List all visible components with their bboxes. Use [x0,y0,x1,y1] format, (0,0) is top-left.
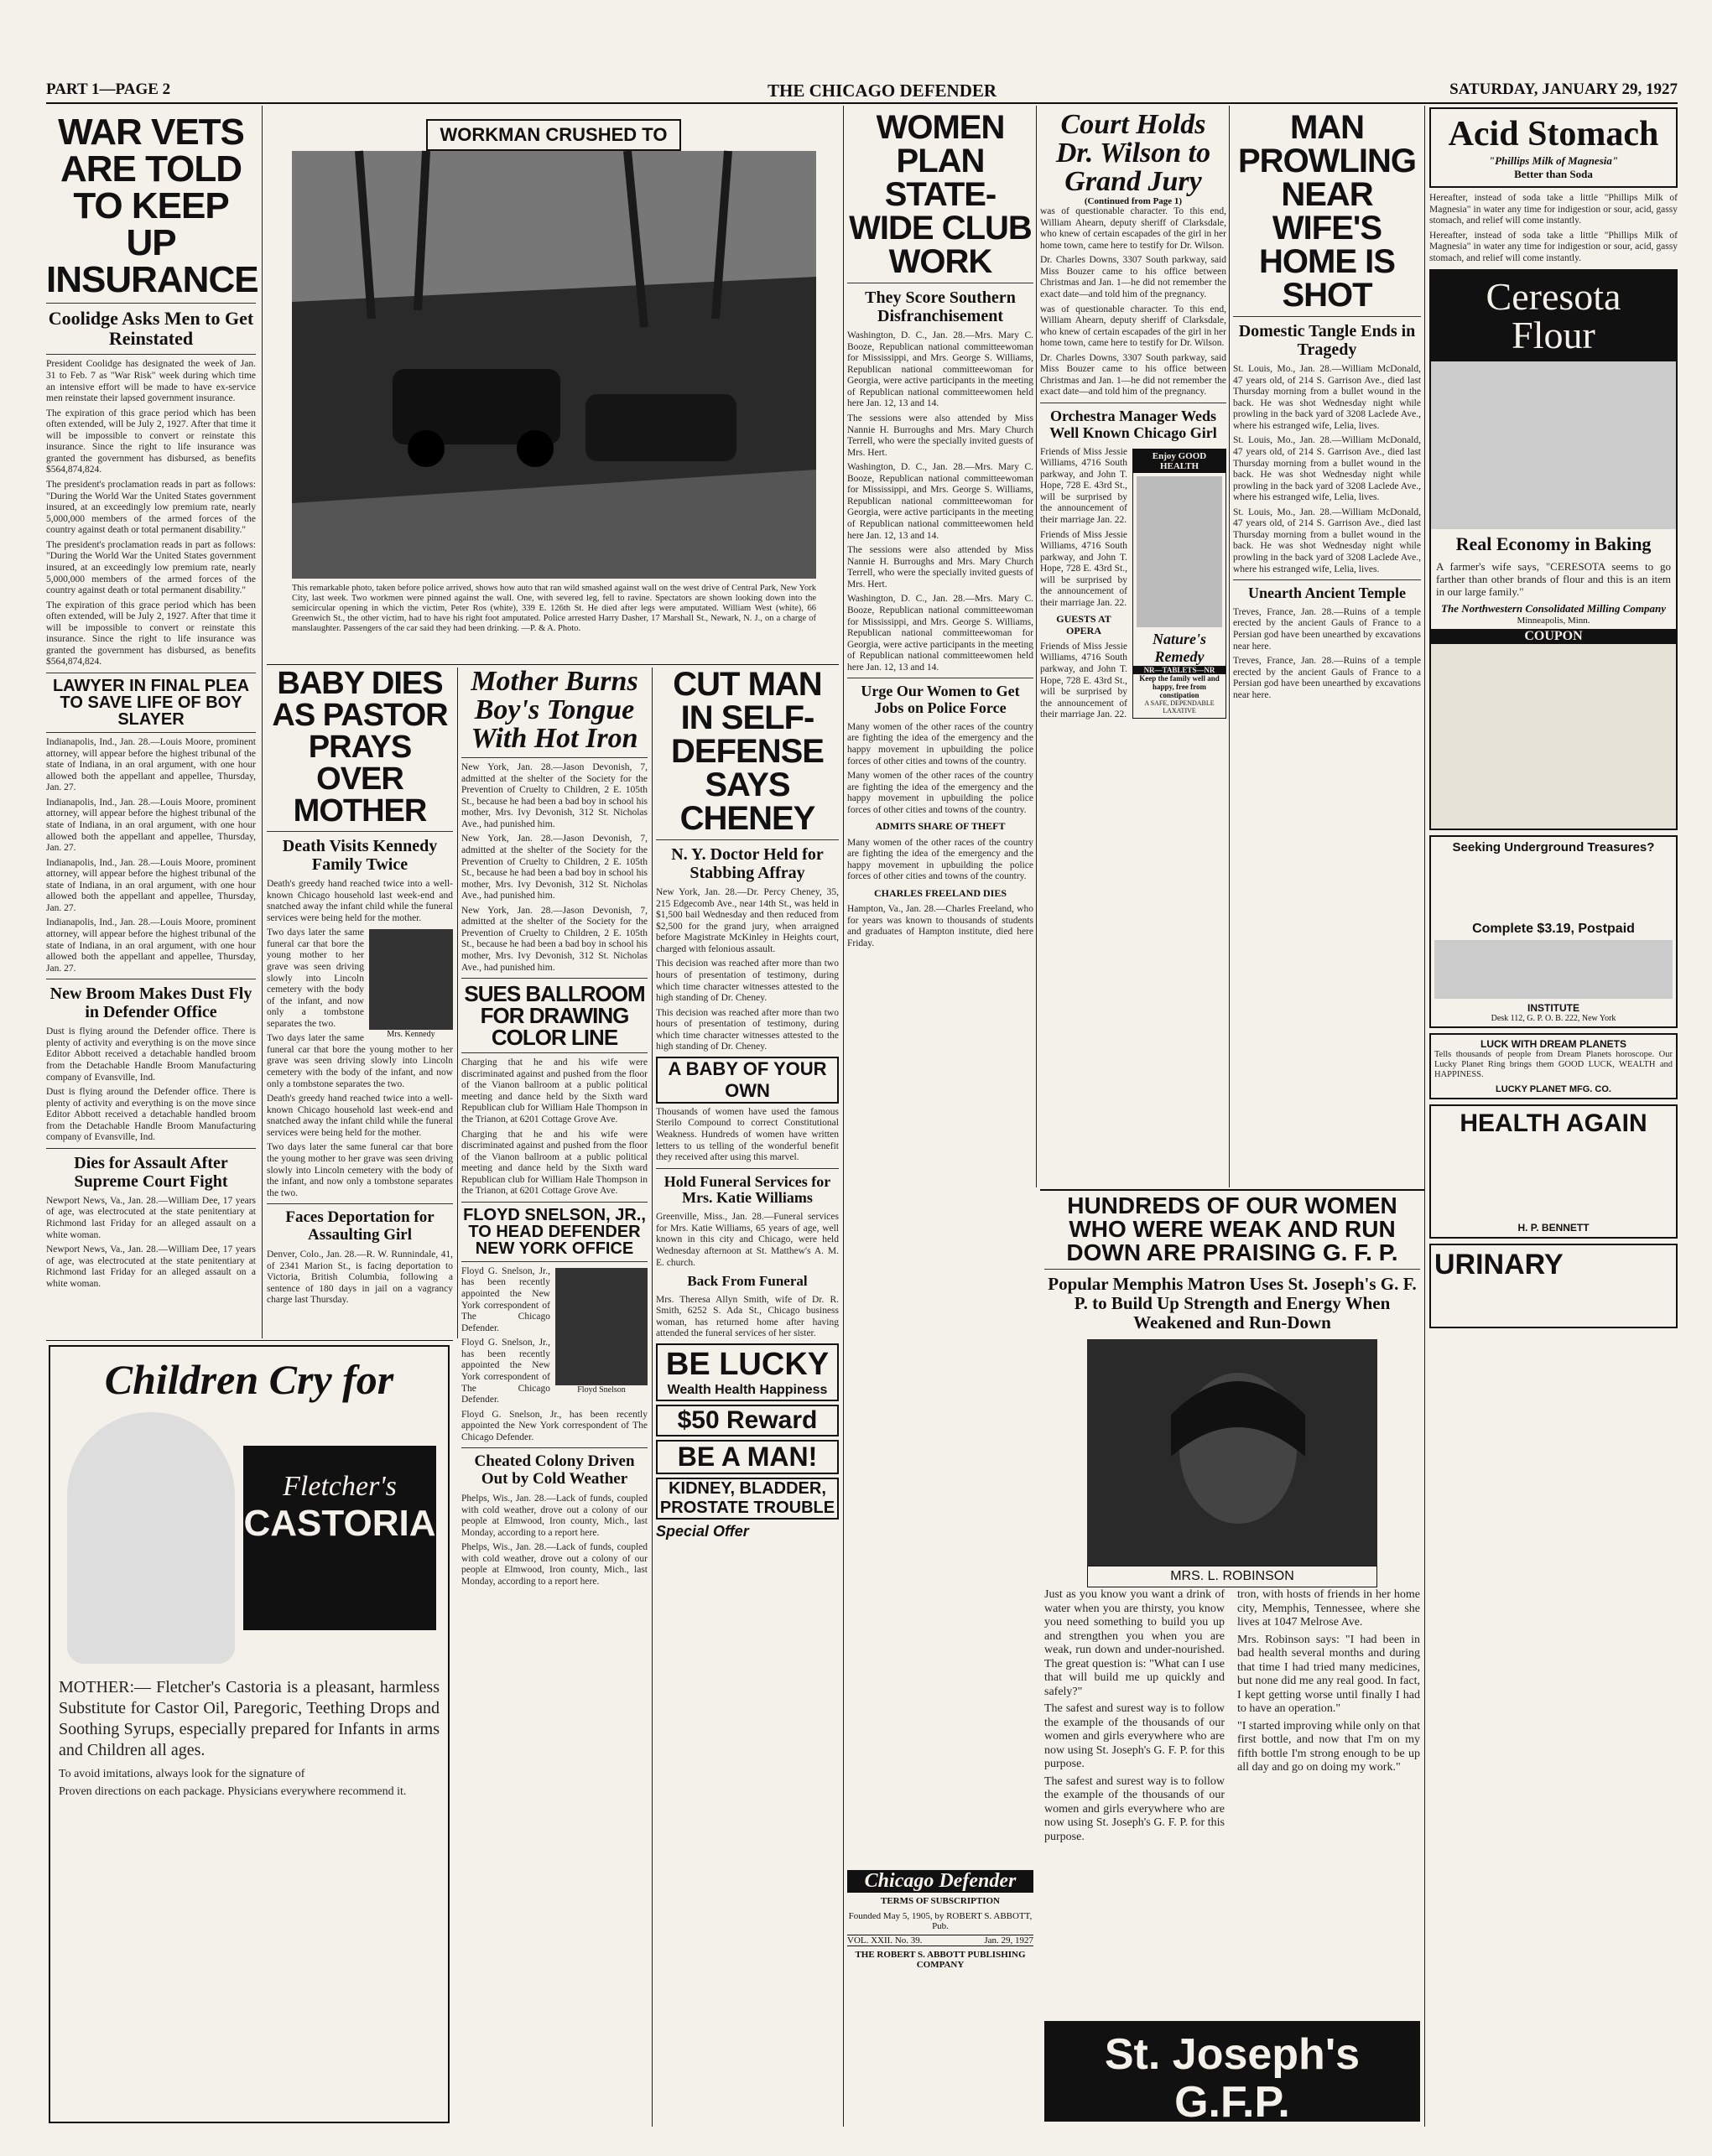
gfp-logo: St. Joseph's G.F.P. Used by women for over 50 years [1044,2021,1420,2122]
ad-text: The safest and surest way is to follow the example of the thousands of our women and girls everywhere who are now using St. Joseph's G. F. P. for this purpose. [1044,1702,1225,1771]
article-text: Washington, D. C., Jan. 28.—Mrs. Mary C. Booze, Republican national committeewoman for Mississippi, and Mrs. George S. Williams, Republican national committeewoman for Georgia, were active participants in the meeting of Republican national committeewomen held here Jan. 12, 13 and 14. [847,330,1033,409]
ad-urinary: URINARY [1429,1244,1678,1328]
headline-funeral-williams: Hold Funeral Services for Mrs. Katie Williams [663,1172,831,1207]
headline-freeland-dies: CHARLES FREELAND DIES [873,886,1007,899]
article-text: Washington, D. C., Jan. 28.—Mrs. Mary C. Booze, Republican national committeewoman for Mississippi, and Mrs. George S. Williams, Republican national committeewoman for Georgia, were active participants in the meeting of Republican national committeewomen held here Jan. 12, 13 and 14. [847,462,1033,541]
column-rule [1229,106,1230,1187]
headline-women-plan: WOMEN PLAN STATE-WIDE CLUB WORK [849,109,1032,280]
kennedy-portrait: Mrs. Kennedy [369,929,453,1039]
masthead [46,81,1678,101]
headline-ancient-temple: Unearth Ancient Temple [1247,584,1406,602]
ad-text: Mrs. Robinson says: "I had been in bad health several months and during that time I had tried many medicines, but none did me any real good. In fact, I kept getting worse until finally I had to have an operation." [1237,1633,1420,1716]
headline-police-force: Urge Our Women to Get Jobs on Police Force [861,683,1020,717]
article-text: Friends of Miss Jessie Williams, 4716 South parkway, and John T. Hope, 728 E. 43rd St., will be surprised by the announcement of their marriage Jan. 22. [1040,529,1127,608]
article-text: Charging that he and his wife were discriminated against and pushed from the floor of the Vianon ballroom at a public political meeting and dance held by the Sixth ward Republican club for William Hale Thompson in the Trianon, at 6201 Cottage Grove Ave. [461,1129,648,1197]
article-text: Treves, France, Jan. 28.—Ruins of a temple erected by the ancient Gauls of France to a Persian god have been unearthed by excavations near here. [1233,606,1421,652]
headline-admits-theft: ADMITS SHARE OF THEFT [875,820,1006,833]
column-rule [1424,106,1425,2127]
ad-treasures: Seeking Underground Treasures? Complete $3.19, Postpaid INSTITUTE Desk 112, G. P. O. B. 222, New York [1429,835,1678,1028]
article-text: Dr. Charles Downs, 3307 South parkway, said Miss Bouzer came to his office between Christmas and Jan. 1—he did not remember the exact date—and told him of the pregnancy. [1040,255,1226,299]
headline-snelson: FLOYD SNELSON, JR., TO HEAD DEFENDER NEW YORK OFFICE [463,1205,646,1258]
article-text: Indianapolis, Ind., Jan. 28.—Louis Moore, prominent attorney, will appear before the highest tribunal of the state of Indiana, in an oral argument, with one hour allowed both the appellant and appellee, Thursday, Jan. 27. [46,737,256,793]
article-text: Phelps, Wis., Jan. 28.—Lack of funds, coupled with cold weather, drove out a colony of our people at Elmwood, Iron county, Mich., last Monday, according to a report here. [461,1494,648,1538]
ad-be-lucky-sub: Wealth Health Happiness [667,1383,828,1398]
article-text: Friends of Miss Jessie Williams, 4716 South parkway, and John T. Hope, 728 E. 43rd St., will be surprised by the announcement of their marriage Jan. 22. [1040,446,1127,525]
headline-guests-opera: GUESTS AT OPERA [1056,613,1111,636]
article-text: Phelps, Wis., Jan. 28.—Lack of funds, coupled with cold weather, drove out a colony of our people at Elmwood, Iron county, Mich., last Monday, according to a report here. [461,1542,648,1587]
snelson-portrait: Floyd Snelson [555,1268,648,1395]
ad-text: Hereafter, instead of soda take a little "Phillips Milk of Magnesia" in water any time for indigestion or sour, acid, gassy stomach, and relief will come instantly. [1429,193,1678,226]
article-text: The sessions were also attended by Miss Nannie H. Burroughs and Mrs. Mary Church Terrell, who were the specially invited guests of Mrs. Hert. [847,413,1033,458]
article-text: This decision was reached after more than two hours of presentation of testimony, during which time character witnesses attested to the high standing of Dr. Cheney. [656,959,839,1004]
page-label: PART 1—PAGE 2 [46,81,171,98]
article-text: The expiration of this grace period which has been often extended, will be July 2, 1927. After that time it will be impossible to convert or reinstate this insurance. Since the right to life insurance was granted the government has disbursed, as benefits $564,874,824. [46,600,256,668]
article-text: New York, Jan. 28.—Jason Devonish, 7, admitted at the shelter of the Society for the Prevention of Cruelty to Children, 2 E. 105th St., because he had been a bad boy in school his mother, Mrs. Ivy Devonish, 312 St. Nicholas Ave., had punished him. [461,762,648,829]
article-text: Newport News, Va., Jan. 28.—William Dee, 17 years of age, was electrocuted at the state penitentiary at Richmond last Friday for an alleged assault on a white woman. [46,1244,256,1289]
column-5 [847,107,1033,1187]
article-text: Charging that he and his wife were discriminated against and pushed from the floor of the Vianon ballroom at a public political meeting and dance held by the Sixth ward Republican club for William Hale Thompson in the Trianon, at 6201 Cottage Grove Ave. [461,1057,648,1125]
article-text: Washington, D. C., Jan. 28.—Mrs. Mary C. Booze, Republican national committeewoman for Mississippi, and Mrs. George S. Williams, Republican national committeewoman for Georgia, were active participants in the meeting of Republican national committeewomen held here Jan. 12, 13 and 14. [847,594,1033,673]
column-rule [843,106,844,2127]
article-text: St. Louis, Mo., Jan. 28.—William McDonald, 47 years old, of 214 S. Garrison Ave., died last Thursday morning from a bullet wound in the back. He was shot Wednesday night while prowling in the back yard of 3208 Laclede Ave., where his estranged wife, Lelia, lives. [1233,364,1421,431]
ad-castoria: Children Cry for Fletcher's CASTORIA MOTHER:— Fletcher's Castoria is a pleasant, harmless Substitute for Castor Oil, Paregoric, Teething Drops and Soothing Syrups, especially prepared for Infants in arms and Children all ages. To avoid imitations, always look for the signature of Proven directions on each package. Physicians everywhere recommend it. [49,1345,450,2123]
ad-ceresota: Ceresota Flour Real Economy in Baking A farmer's wife says, "CERESOTA seems to go farther than other brands of flour and this is an item in our large family." The Northwestern Consolidated Milling Company Minneapolis, Minn. COUPON [1429,269,1678,829]
headline-baby-dies: BABY DIES AS PASTOR PRAYS OVER MOTHER [272,666,448,829]
article-text: Death's greedy hand reached twice into a well-known Chicago household last week-end and snatched away the infant child while the funeral services were being held for the mother. [267,879,453,923]
headline-war-vets: WAR VETS ARE TOLD TO KEEP UP INSURANCE [46,112,258,300]
subhead-coolidge: Coolidge Asks Men to Get Reinstated [48,308,254,350]
ad-gfp-headline: HUNDREDS OF OUR WOMEN WHO WERE WEAK AND RUN DOWN ARE PRAISING G. F. P. [1066,1192,1398,1265]
photo-credit: —P. & A. Photo. [521,624,581,634]
ad-special-offer: Special Offer [656,1523,749,1540]
continued-note: (Continued from Page 1) [1084,196,1183,206]
headline-cut-man: CUT MAN IN SELF-DEFENSE SAYS CHENEY [671,666,824,837]
article-text: Floyd G. Snelson, Jr., has been recently appointed the New York correspondent of The Chicago Defender. [461,1338,550,1405]
article-text: This decision was reached after more than two hours of presentation of testimony, during which time character witnesses attested to the high standing of Dr. Cheney. [656,1007,839,1052]
ad-health-again: HEALTH AGAIN H. P. BENNETT [1429,1104,1678,1239]
ad-natures-remedy: Enjoy GOOD HEALTH Nature's Remedy NR—TABLETS—NR Keep the family well and happy, free from constipation A SAFE, DEPENDABLE LAXATIVE [1132,449,1226,719]
article-text: New York, Jan. 28.—Dr. Percy Cheney, 35, 215 Edgecomb Ave., near 14th St., was held in $1,500 bail Wednesday and then reduced from $2,500 for the grand jury, when arraigned before Magistrate McKinley in Heights court, charged with felonious assault. [656,887,839,954]
article-text: St. Louis, Mo., Jan. 28.—William McDonald, 47 years old, of 214 S. Garrison Ave., died last Thursday morning from a bullet wound in the back. He was shot Wednesday night while prowling in the back yard of 3208 Laclede Ave., where his estranged wife, Lelia, lives. [1233,435,1421,503]
headline-court-holds: Court Holds Dr. Wilson to Grand Jury [1055,109,1211,197]
crash-photo-image [292,151,816,579]
article-text: Two days later the same funeral car that bore the young mother to her grave was seen driving slowly into Lincoln cemetery with the body of the infant, and now only a tombstone separates the two. [267,1033,453,1089]
article-text: Dust is flying around the Defender office. There is plenty of activity and everything is on the move since Editor Abbott received a detachable handled broom from the Detachable Handle Broom Manufacturing company of Evansville, Ind. [46,1026,256,1083]
article-text: Two days later the same funeral car that bore the young mother to her grave was seen driving slowly into Lincoln cemetery with the body of the infant, and now only a tombstone separates the two. [267,1142,453,1198]
ad-be-a-man: BE A MAN! [677,1442,818,1473]
headline-dies-assault: Dies for Assault After Supreme Court Fight [74,1153,228,1191]
article-text: New York, Jan. 28.—Jason Devonish, 7, admitted at the shelter of the Society for the Prevention of Cruelty to Children, 2 E. 105th St., because he had been a bad boy in school his mother, Mrs. Ivy Devonish, 312 St. Nicholas Ave., had punished him. [461,834,648,901]
article-text: Indianapolis, Ind., Jan. 28.—Louis Moore, prominent attorney, will appear before the highest tribunal of the state of Indiana, in an oral argument, with one hour allowed both the appellant and appellee, Thursday, Jan. 27. [46,857,256,913]
column-7 [1233,107,1421,1187]
ad-be-lucky: BE LUCKY [665,1347,830,1383]
subhead-cheney: N. Y. Doctor Held for Stabbing Affray [671,845,824,882]
subhead-kennedy: Death Visits Kennedy Family Twice [282,837,438,874]
article-text: Indianapolis, Ind., Jan. 28.—Louis Moore, prominent attorney, will appear before the highest tribunal of the state of Indiana, in an oral argument, with one hour allowed both the appellant and appellee, Thursday, Jan. 27. [46,917,256,974]
column-rule [1036,106,1037,1187]
column-1 [46,107,256,1340]
photo-banner: WORKMAN CRUSHED TO [440,124,668,145]
robinson-portrait: MRS. L. ROBINSON [1087,1339,1377,1587]
headline-deportation: Faces Deportation for Assaulting Girl [285,1208,435,1244]
article-text: Floyd G. Snelson, Jr., has been recently appointed the New York correspondent of The Chicago Defender. [461,1265,550,1333]
headline-man-prowling: MAN PROWLING NEAR WIFE'S HOME IS SHOT [1238,109,1416,314]
paper-name: THE CHICAGO DEFENDER [768,81,997,101]
article-text: Newport News, Va., Jan. 28.—William Dee, 17 years of age, was electrocuted at the state penitentiary at Richmond last Friday for an alleged assault on a white woman. [46,1195,256,1240]
headline-orchestra: Orchestra Manager Weds Well Known Chicago Girl [1049,408,1217,441]
column-2 [267,668,453,1338]
ad-text: The safest and surest way is to follow the example of the thousands of our women and girls everywhere who are now using St. Joseph's G. F. P. for this purpose. [1044,1774,1225,1843]
article-text: Death's greedy hand reached twice into a well-known Chicago household last week-end and snatched away the infant child while the funeral services were being held for the mother. [267,1094,453,1138]
article-text: was of questionable character. To this end, William Ahearn, deputy sheriff of Clarksdale, who knew of certain escapades of the girl in her home town, came here to testify for Dr. Wilson. [1040,304,1226,349]
issue-date: SATURDAY, JANUARY 29, 1927 [1449,81,1678,98]
subhead-domestic: Domestic Tangle Ends in Tragedy [1238,322,1416,359]
article-text: President Coolidge has designated the week of Jan. 31 to Feb. 7 as "War Risk" week during which time an intensive effort will be made to have ex-service men reinstate their lapsed government insurance. [46,359,256,404]
article-text: Greenville, Miss., Jan. 28.—Funeral services for Mrs. Katie Williams, 65 years of age, well known in this city and Chicago, were held Wednesday afternoon at St. Matthew's A. M. E. church. [656,1212,839,1268]
photo-feature [267,107,839,661]
article-text: St. Louis, Mo., Jan. 28.—William McDonald, 47 years old, of 214 S. Garrison Ave., died last Thursday morning from a bullet wound in the back. He was shot Wednesday night while prowling in the back yard of 3208 Laclede Ave., where his estranged wife, Lelia, lives. [1233,507,1421,574]
article-text: The sessions were also attended by Miss Nannie H. Burroughs and Mrs. Mary Church Terrell, who were the specially invited guests of Mrs. Hert. [847,545,1033,590]
ad-kidney: KIDNEY, BLADDER, PROSTATE TROUBLE [659,1479,835,1518]
masthead-rule [46,102,1678,104]
article-text: Two days later the same funeral car that bore the young mother to her grave was seen driving slowly into Lincoln cemetery with the body of the infant, and now only a tombstone separates the two. [267,927,364,1029]
column-6 [1040,107,1226,1187]
ad-baby-own: A BABY OF YOUR OWN [668,1057,827,1101]
subhead-disfranchisement: They Score Southern Disfranchisement [865,288,1016,325]
article-text: Dust is flying around the Defender office. There is plenty of activity and everything is on the move since Editor Abbott received a detachable handled broom from the Detachable Handle Broom Manufacturing company of Evansville, Ind. [46,1087,256,1143]
headline-cheated-colony: Cheated Colony Driven Out by Cold Weather [474,1452,635,1488]
article-text: The president's proclamation reads in part as follows: "During the World War the United States government insured, at an exceedingly low premium rate, nearly 5,000,000 members of the armed forces of the country against death or total permanent disability." [46,539,256,596]
ad-lucky-planet: LUCK WITH DREAM PLANETS Tells thousands of people from Dream Planets horoscope. Our Lucky Planet Ring brings them GOOD LUCK, WEALTH and HAPPINESS. LUCKY PLANET MFG. CO. [1429,1033,1678,1099]
ad-gfp [1044,1194,1420,2125]
column-rule [262,106,263,1338]
headline-new-broom: New Broom Makes Dust Fly in Defender Office [49,984,252,1022]
ad-gfp-subhead: Popular Memphis Matron Uses St. Joseph's G. F. P. to Build Up Strength and Energy When Weakened and Run-Down [1048,1274,1417,1333]
article-text: Denver, Colo., Jan. 28.—R. W. Runnindale, 41, of 2341 Marion St., is facing deportation to Victoria, British Columbia, following a sentence of 180 days in jail on a vagrancy charge last Thursday. [267,1249,453,1306]
crash-photo [292,151,816,579]
photo-caption: This remarkable photo, taken before police arrived, shows how auto that ran wild smashed against wall on the west drive of Central Park, New York City, last week. Two workmen were pinned against the wall. One, with severed leg, fell to ravine. Spectators are shown looking down into the semicircular opening in which the victim, Peter Ros (white), 339 E. 126th St. He died after legs were amputated. William West (white), 66 Greenwich St., the other victim, had to have his right foot amputated. Police arrested Harry Dasher, 17 Marshall St., Newark, N. J., on a charge of manslaughter. Passengers of the car said they had been drinking. [292,584,816,634]
column-3 [461,668,648,2127]
ad-text: Thousands of women have used the famous Sterilo Compound to correct Constitutional Weakness. Hundreds of women have written letters to us telling of the wonderful benefit they received after using this marvel. [656,1106,839,1163]
headline-sues-ballroom: SUES BALLROOM FOR DRAWING COLOR LINE [464,981,645,1051]
ad-acid-stomach: Acid Stomach "Phillips Milk of Magnesia" Better than Soda [1429,107,1678,188]
article-text: Hampton, Va., Jan. 28.—Charles Freeland, who for years was known to thousands of students and graduates of Hampton institute, died here Friday. [847,904,1033,948]
article-text: Treves, France, Jan. 28.—Ruins of a temple erected by the ancient Gauls of France to a Persian god have been unearthed by excavations near here. [1233,656,1421,700]
article-text: The expiration of this grace period which has been often extended, will be July 2, 1927. After that time it will be impossible to convert or reinstate this insurance. Since the right to life insurance was granted the government has disbursed, as benefits $564,874,824. [46,408,256,475]
publisher-box: Chicago Defender TERMS OF SUBSCRIPTION Founded May 5, 1905, by ROBERT S. ABBOTT, Pub. VOL. XXII. No. 39. Jan. 29, 1927 THE ROBERT S. ABBOTT PUBLISHING COMPANY [847,1870,1033,1970]
column-4 [656,668,839,2127]
ad-text: tron, with hosts of friends in her home city, Memphis, Tennessee, where she lives at 1047 Melrose Ave. [1237,1588,1420,1629]
article-text: Floyd G. Snelson, Jr., has been recently appointed the New York correspondent of The Chicago Defender. [461,1409,648,1442]
article-text: Indianapolis, Ind., Jan. 28.—Louis Moore, prominent attorney, will appear before the highest tribunal of the state of Indiana, in an oral argument, with one hour allowed both the appellant and appellee, Thursday, Jan. 27. [46,797,256,854]
article-text: Many women of the other races of the country are fighting the idea of the emergency and the happy movement in upbuilding the police forces of other cities and towns of the country. [847,837,1033,882]
ad-text: "I started improving while only on that first bottle, and now that I'm on my fifth bottle I'm strong enough to be up all day and go on doing my work." [1237,1719,1421,1774]
ad-text: Just as you know you want a drink of water when you are thirsty, you know you need something to build you up and strengthen you when you are weak, run down and under-nourished. The great question is: "What can I use that will build me up quickly and safely?" [1044,1588,1225,1698]
article-text: The president's proclamation reads in part as follows: "During the World War the United States government insured, at an exceedingly low premium rate, nearly 5,000,000 members of the armed forces of the country against death or total permanent disability." [46,480,256,536]
article-text: Mrs. Theresa Allyn Smith, wife of Dr. R. Smith, 6252 S. Ada St., Chicago business woman, has returned home after having attended the funeral services of her sister. [656,1294,839,1339]
article-text: Many women of the other races of the country are fighting the idea of the emergency and the happy movement in upbuilding the police forces of other cities and towns of the country. [847,771,1033,815]
article-text: was of questionable character. To this end, William Ahearn, deputy sheriff of Clarksdale, who knew of certain escapades of the girl in her home town, came here to testify for Dr. Wilson. [1040,206,1226,251]
article-text: Friends of Miss Jessie Williams, 4716 South parkway, and John T. Hope, 728 E. 43rd St., will be surprised by the announcement of their marriage Jan. 22. [1040,641,1127,720]
ad-reward: $50 Reward [677,1406,818,1435]
article-text: Many women of the other races of the country are fighting the idea of the emergency and the happy movement in upbuilding the police forces of other cities and towns of the country. [847,721,1033,766]
ad-text: Hereafter, instead of soda take a little "Phillips Milk of Magnesia" in water any time for indigestion or sour, acid, gassy stomach, and relief will come instantly. [1429,230,1678,263]
column-8-ads [1429,107,1678,2128]
headline-lawyer: LAWYER IN FINAL PLEA TO SAVE LIFE OF BOY SLAYER [52,677,250,729]
headline-mother-burns: Mother Burns Boy's Tongue With Hot Iron [471,666,638,754]
article-text: Dr. Charles Downs, 3307 South parkway, said Miss Bouzer came to his office between Christmas and Jan. 1—he did not remember the exact date—and told him of the pregnancy. [1040,352,1226,397]
article-text: New York, Jan. 28.—Jason Devonish, 7, admitted at the shelter of the Society for the Prevention of Cruelty to Children, 2 E. 105th St., because he had been a bad boy in school his mother, Mrs. Ivy Devonish, 312 St. Nicholas Ave., had punished him. [461,905,648,973]
headline-back-funeral: Back From Funeral [687,1273,808,1290]
